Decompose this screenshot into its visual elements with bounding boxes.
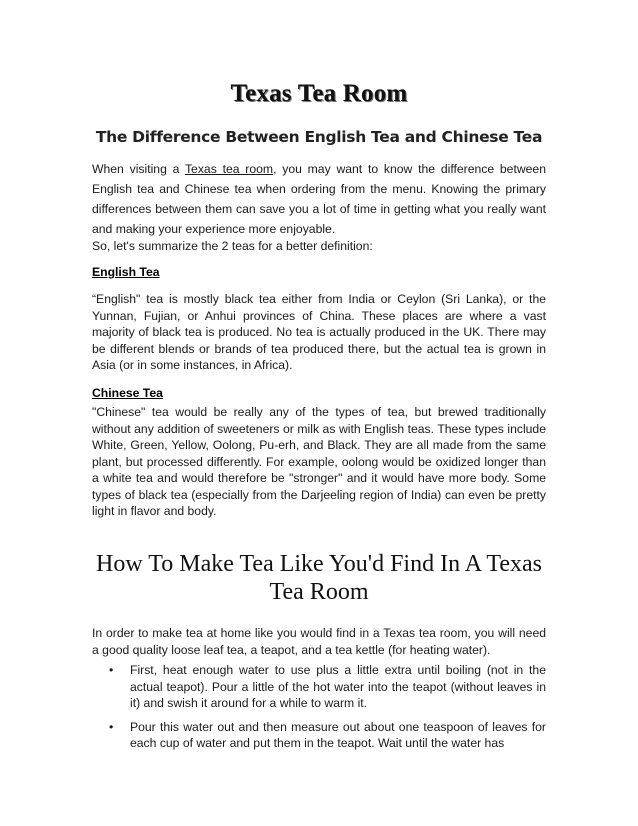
intro-paragraph — [92, 159, 546, 239]
bullet-icon: • — [109, 663, 114, 677]
summary-paragraph: So, let's summarize the 2 teas for a better definition: — [92, 239, 373, 253]
intro-text-before: When visiting a — [92, 162, 185, 176]
step-text: Pour this water out and then measure out about one teaspoon of leaves for each cup of water and put them in the teapot. Wait until the water has — [130, 719, 546, 750]
steps-list — [92, 662, 546, 752]
english-tea-paragraph: “English" tea is mostly black tea either from India or Ceylon (Sri Lanka), or the Yunnan, Fujian, or Anhui provinces of China. These places are where a vast majority of black tea is produced. No tea is actually produced in the UK. There may be different blends or brands of tea produced there, but the actual tea is grown in Asia (or in some instances, in Africa). — [92, 292, 546, 372]
list-item — [92, 662, 546, 712]
howto-intro-paragraph: In order to make tea at home like you would find in a Texas tea room, you will need a good quality loose leaf tea, a teapot, and a tea kettle (for heating water). — [92, 626, 546, 657]
english-tea-heading: English Tea — [92, 265, 160, 279]
howto-heading: How To Make Tea Like You'd Find In A Texas Tea Room — [96, 551, 542, 605]
step-text: First, heat enough water to use plus a little extra until boiling (not in the actual teapot). Pour a little of the hot water into the teapot (without leaves in it) and swish it around for a while to warm it. — [130, 663, 546, 710]
texas-tea-room-link[interactable]: Texas tea room — [184, 162, 274, 176]
list-item — [92, 719, 546, 752]
intro-text-after: , you may want to know the difference between English tea and Chinese tea when ordering from the menu. Knowing the primary differences between them can save you a lot of time in getting what you really want and making your experience more enjoyable. — [92, 162, 546, 236]
page-subtitle: The Difference Between English Tea and Chinese Tea — [95, 128, 543, 146]
bullet-icon: • — [109, 719, 114, 734]
chinese-tea-paragraph: "Chinese" tea would be really any of the types of tea, but brewed traditionally without any addition of sweeteners or milk as with English teas. These types include White, Green, Yellow, Oolong, Pu-erh, and Black. They are all made from the same plant, but processed differently. For example, oolong would be oxidized longer than a white tea and would therefore be "stronger" and it would have more body. Some types of black tea (especially from the Darjeeling region of India) can even be pretty light in flavor and body. — [92, 405, 546, 518]
chinese-tea-heading: Chinese Tea — [92, 386, 163, 400]
page-title: Texas Tea Room — [230, 80, 408, 107]
